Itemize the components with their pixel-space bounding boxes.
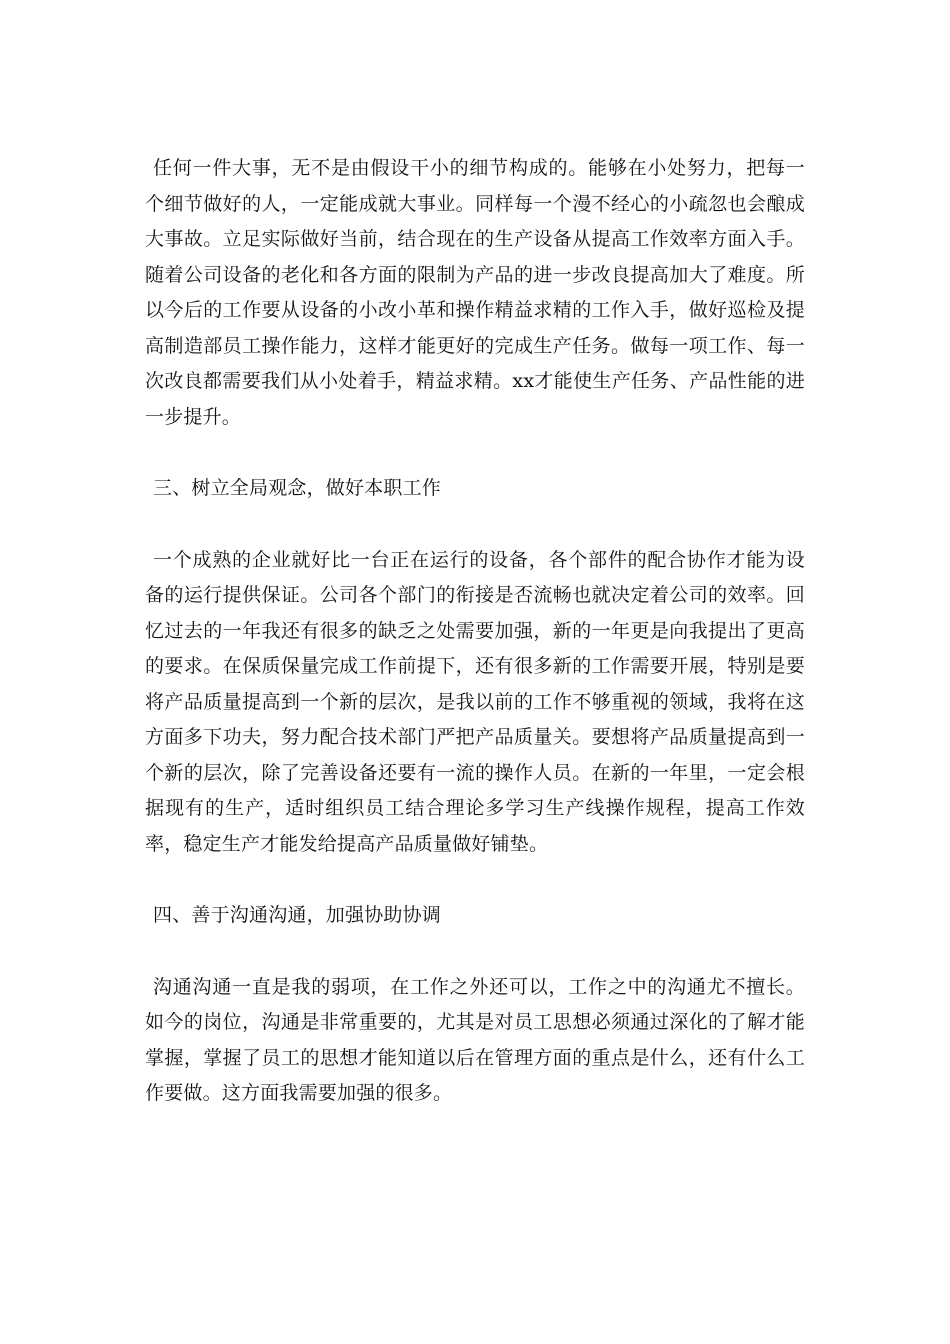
paragraph-details: 任何一件大事，无不是由假设干小的细节构成的。能够在小处努力，把每一个细节做好的人，一定能成就大事业。同样每一个漫不经心的小疏忽也会酿成大事故。立足实际做好当前，结合现在的生产设备从提高工作效率方面入手。随着公司设备的老化和各方面的限制为产品的进一步改良提高加大了难度。所以今后的工作要从设备的小改小革和操作精益求精的工作入手，做好巡检及提高制造部员工操作能力，这样才能更好的完成生产任务。做每一项工作、每一次改良都需要我们从小处着手，精益求精。xx才能使生产任务、产品性能的进一步提升。 — [145, 157, 805, 428]
paragraph-spacer — [145, 934, 805, 970]
paragraph-global-view: 一个成熟的企业就好比一台正在运行的设备，各个部件的配合协作才能为设备的运行提供保证。公司各个部门的衔接是否流畅也就决定着公司的效率。回忆过去的一年我还有很多的缺乏之处需要加强，新的一年更是向我提出了更高的要求。在保质保量完成工作前提下，还有很多新的工作需要开展，特别是要将产品质量提高到一个新的层次，是我以前的工作不够重视的领域，我将在这方面多下功夫，努力配合技术部门严把产品质量关。要想将产品质量提高到一个新的层次，除了完善设备还要有一流的操作人员。在新的一年里，一定会根据现有的生产，适时组织员工结合理论多学习生产线操作规程，提高工作效率，稳定生产才能发给提高产品质量做好铺垫。 — [145, 548, 805, 855]
paragraph-spacer — [145, 862, 805, 898]
document-body — [145, 151, 805, 1112]
paragraph-spacer — [145, 435, 805, 471]
paragraph-spacer — [145, 507, 805, 543]
section-heading-3: 三、树立全局观念，做好本职工作 — [153, 477, 442, 499]
paragraph-communication: 沟通沟通一直是我的弱项，在工作之外还可以，工作之中的沟通尤不擅长。如今的岗位，沟通是非常重要的，尤其是对员工思想必须通过深化的了解才能掌握，掌握了员工的思想才能知道以后在管理方面的重点是什么，还有什么工作要做。这方面我需要加强的很多。 — [145, 975, 805, 1104]
section-heading-4: 四、善于沟通沟通，加强协助协调 — [153, 904, 442, 926]
